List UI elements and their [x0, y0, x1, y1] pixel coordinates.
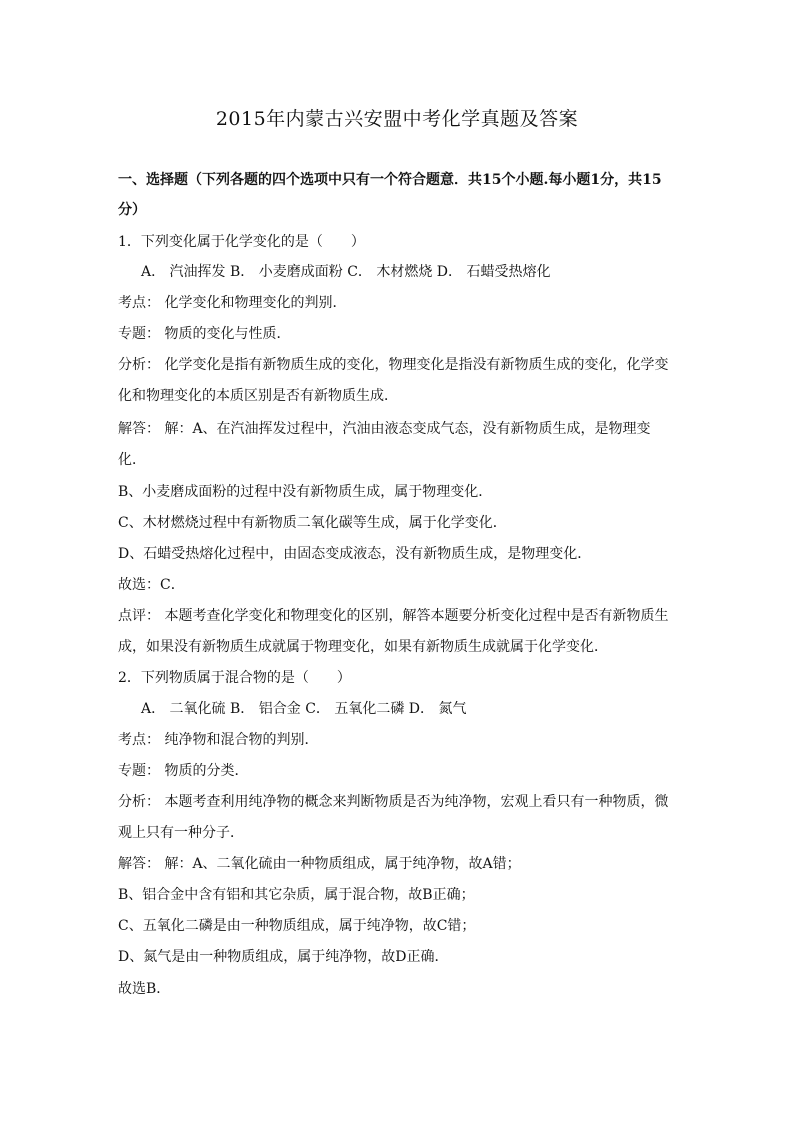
q2-fenxi-line-1: 分析： 本题考查利用纯净物的概念来判断物质是否为纯净物，宏观上看只有一种物质，微 — [118, 794, 669, 810]
q2-options: A． 二氧化硫 B． 铝合金 C． 五氧化二磷 D． 氮气 — [141, 701, 467, 717]
page-title: 2015年内蒙古兴安盟中考化学真题及答案 — [215, 108, 579, 130]
q1-dianping-line-1: 点评： 本题考查化学变化和物理变化的区别，解答本题要分析变化过程中是否有新物质生 — [118, 608, 669, 624]
q2-zhuanti: 专题： 物质的分类． — [118, 763, 249, 779]
q1-answer: 故选：C． — [118, 577, 185, 593]
q1-fenxi-line-2: 化和物理变化的本质区别是否有新物质生成． — [118, 388, 398, 404]
q1-jieda-line-2: 化． — [118, 452, 146, 468]
q1-fenxi-line-1: 分析： 化学变化是指有新物质生成的变化，物理变化是指没有新物质生成的变化，化学变 — [118, 357, 669, 373]
q2-jieda-d: D、氮气是由一种物质组成，属于纯净物，故D正确． — [118, 949, 449, 965]
q1-jieda-d: D、石蜡受热熔化过程中，由固态变成液态，没有新物质生成，是物理变化． — [118, 546, 592, 562]
q1-jieda-line-1: 解答： 解：A、在汽油挥发过程中，汽油由液态变成气态，没有新物质生成，是物理变 — [118, 421, 651, 437]
q1-jieda-b: B、小麦磨成面粉的过程中没有新物质生成，属于物理变化． — [118, 484, 493, 500]
q2-jieda-b: B、铝合金中含有铝和其它杂质，属于混合物，故B正确； — [118, 887, 475, 903]
q2-jieda-line-1: 解答： 解：A、二氧化硫由一种物质组成，属于纯净物，故A错； — [118, 856, 521, 872]
q2-kaodian: 考点： 纯净物和混合物的判别． — [118, 732, 319, 748]
q2-fenxi-line-2: 观上只有一种分子． — [118, 825, 244, 841]
section-heading-line-1: 一、选择题（下列各题的四个选项中只有一个符合题意．共15个小题.每小题1分，共15 — [118, 172, 662, 188]
q1-stem: 1．下列变化属于化学变化的是（ ） — [118, 234, 365, 250]
q1-zhuanti: 专题： 物质的变化与性质． — [118, 326, 291, 342]
q2-stem: 2．下列物质属于混合物的是（ ） — [118, 670, 351, 686]
q1-options: A． 汽油挥发 B． 小麦磨成面粉 C． 木材燃烧 D． 石蜡受热熔化 — [141, 264, 551, 280]
section-heading-line-2: 分） — [118, 202, 146, 218]
q2-answer: 故选B． — [118, 981, 171, 997]
q1-dianping-line-2: 成，如果没有新物质生成就属于物理变化，如果有新物质生成就属于化学变化． — [118, 639, 608, 655]
q1-kaodian: 考点： 化学变化和物理变化的判别． — [118, 295, 347, 311]
q2-jieda-c: C、五氧化二磷是由一种物质组成，属于纯净物，故C错； — [118, 918, 476, 934]
q1-jieda-c: C、木材燃烧过程中有新物质二氧化碳等生成，属于化学变化． — [118, 515, 507, 531]
